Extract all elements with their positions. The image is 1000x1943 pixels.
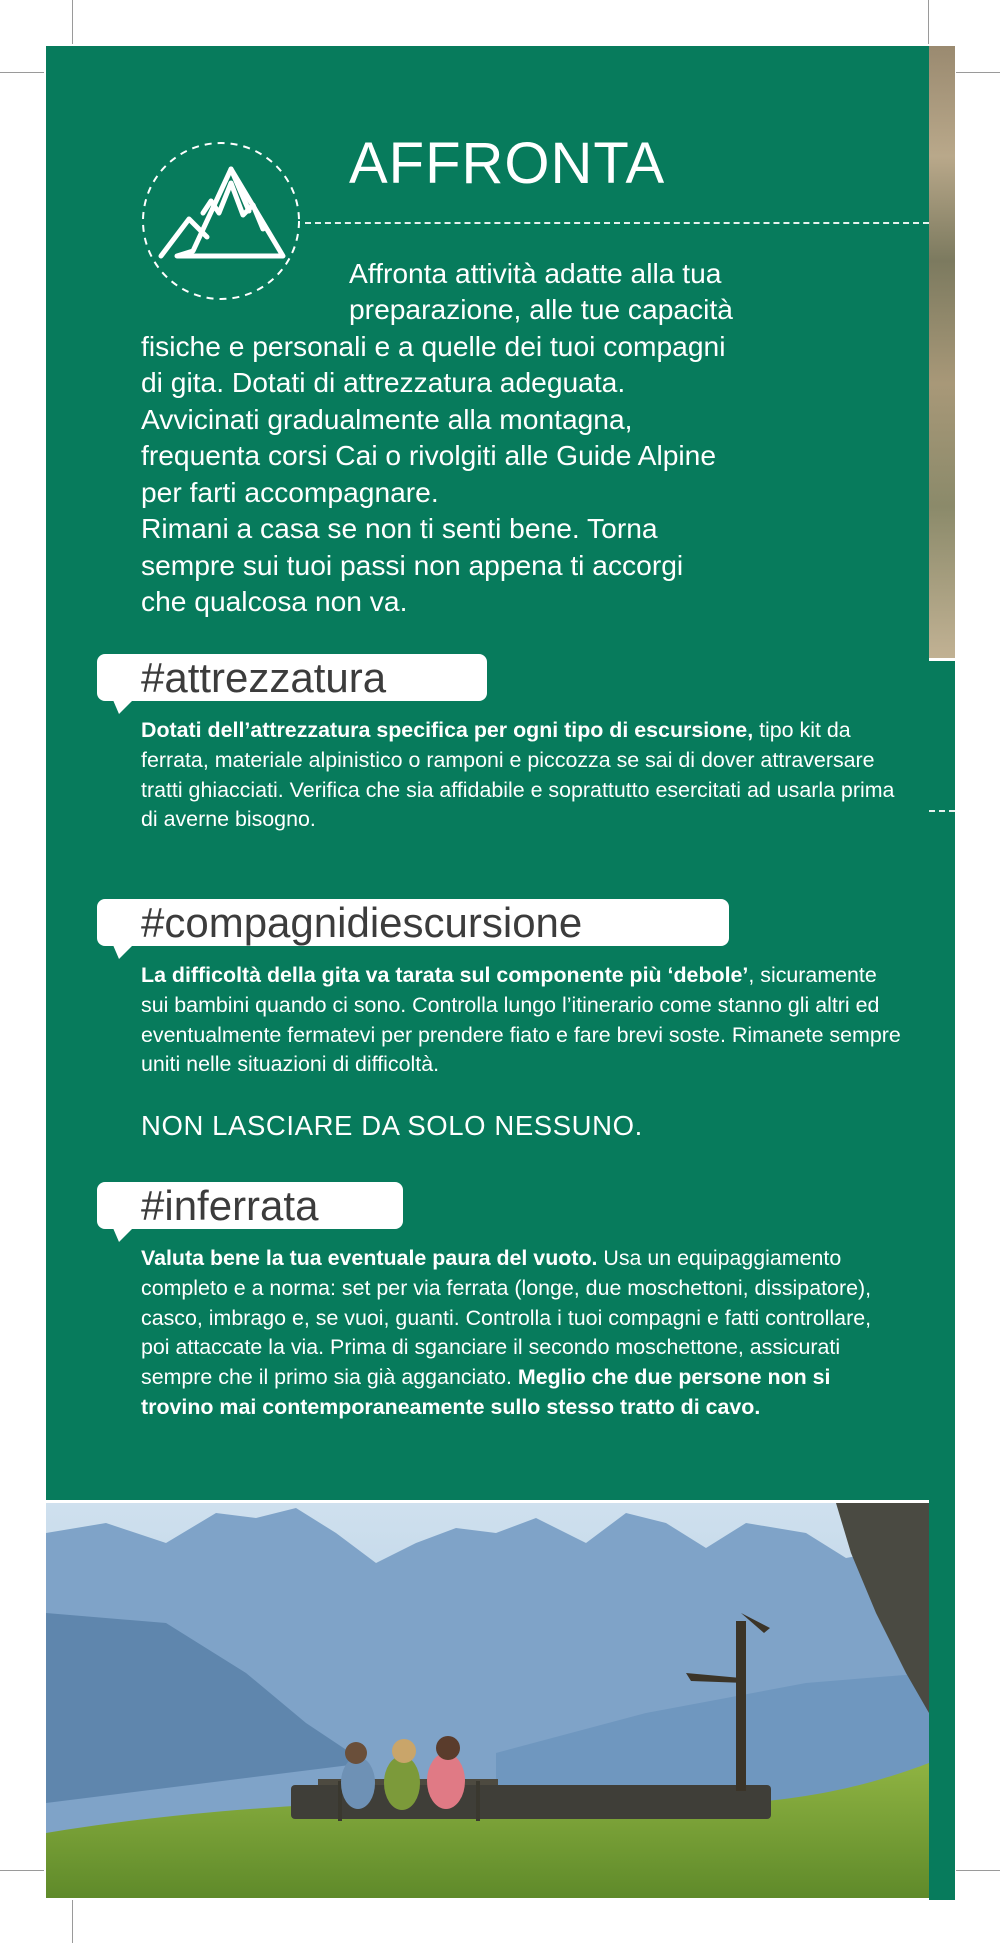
section-paragraph-attrezzatura bbox=[141, 716, 901, 835]
body-text: , sicuramente sui bambini quando ci sono. Controlla lungo l’itinerario come stanno gli altri ed eventualmente fermatevi per prendere fiato e fare brevi soste. Rimanete sempre uniti nelle situazioni di difficoltà. bbox=[141, 963, 901, 1077]
crop-mark bbox=[72, 1900, 73, 1943]
bold-lead: Dotati dell’attrezzatura specifica per ogni tipo di escursione, bbox=[141, 718, 754, 742]
intro-line: per farti accompagnare. bbox=[141, 476, 439, 508]
crop-mark bbox=[928, 0, 929, 44]
intro-line: sempre sui tuoi passi non appena ti accorgi bbox=[141, 549, 684, 581]
bold-lead: La difficoltà della gita va tarata sul componente più ‘debole’ bbox=[141, 963, 749, 987]
body-text: tipo kit da ferrata, materiale alpinistico o ramponi e piccozza se sai di dover attraversare tratti ghiacciati. Verifica che sia affidabile e soprattutto esercitati ad usarla prima di averne bisogno. bbox=[141, 718, 895, 832]
crop-mark bbox=[0, 1870, 44, 1871]
section-paragraph-compagni bbox=[141, 961, 901, 1080]
intro-line: di gita. Dotati di attrezzatura adeguata. bbox=[141, 366, 626, 398]
intro-line: Rimani a casa se non ti senti bene. Torna bbox=[141, 512, 658, 544]
hashtag-label-attrezzatura: #attrezzatura bbox=[97, 654, 487, 701]
crop-mark bbox=[956, 72, 1000, 73]
divider bbox=[929, 658, 955, 661]
section-paragraph-inferrata bbox=[141, 1244, 901, 1423]
intro-line: fisiche e personali e a quelle dei tuoi compagni bbox=[141, 330, 726, 362]
intro-line: Affronta attività adatte alla tua bbox=[349, 257, 722, 289]
intro-line: Avvicinati gradualmente alla montagna, bbox=[141, 403, 633, 435]
body-text: Usa un equipaggiamento completo e a norma: set per via ferrata (longe, due moschettoni, dissipatore), casco, imbrago e, se vuoi, guanti. Controlla i tuoi compagni e fatti controllare, poi attaccate la via. Prima di sganciare il secondo moschettone, assicurati sempre che il primo sia già agganciato. bbox=[141, 1246, 872, 1390]
intro-line: preparazione, alle tue capacità bbox=[349, 293, 733, 325]
crop-mark bbox=[72, 0, 73, 44]
rock-image-strip bbox=[929, 46, 955, 660]
crop-mark bbox=[0, 72, 44, 73]
bold-tail: Meglio che due persone non si trovino mai contemporaneamente sullo stesso tratto di cavo. bbox=[141, 1365, 831, 1419]
dashed-divider bbox=[929, 810, 955, 812]
bold-lead: Valuta bene la tua eventuale paura del vuoto. bbox=[141, 1246, 598, 1270]
mountain-peaks-icon bbox=[141, 141, 301, 301]
page-title: AFFRONTA bbox=[349, 131, 666, 196]
title-dashed-rule bbox=[305, 222, 929, 224]
hashtag-label-compagnidiescursione: #compagnidiescursione bbox=[97, 899, 729, 946]
hashtag-label-inferrata: #inferrata bbox=[97, 1182, 403, 1229]
side-green-strip bbox=[929, 660, 955, 1900]
crop-mark bbox=[956, 1870, 1000, 1871]
warning-statement: NON LASCIARE DA SOLO NESSUNO. bbox=[141, 1110, 643, 1141]
intro-line: frequenta corsi Cai o rivolgiti alle Guide Alpine bbox=[141, 439, 717, 471]
mountain-photo bbox=[46, 1503, 929, 1898]
intro-line: che qualcosa non va. bbox=[141, 585, 408, 617]
